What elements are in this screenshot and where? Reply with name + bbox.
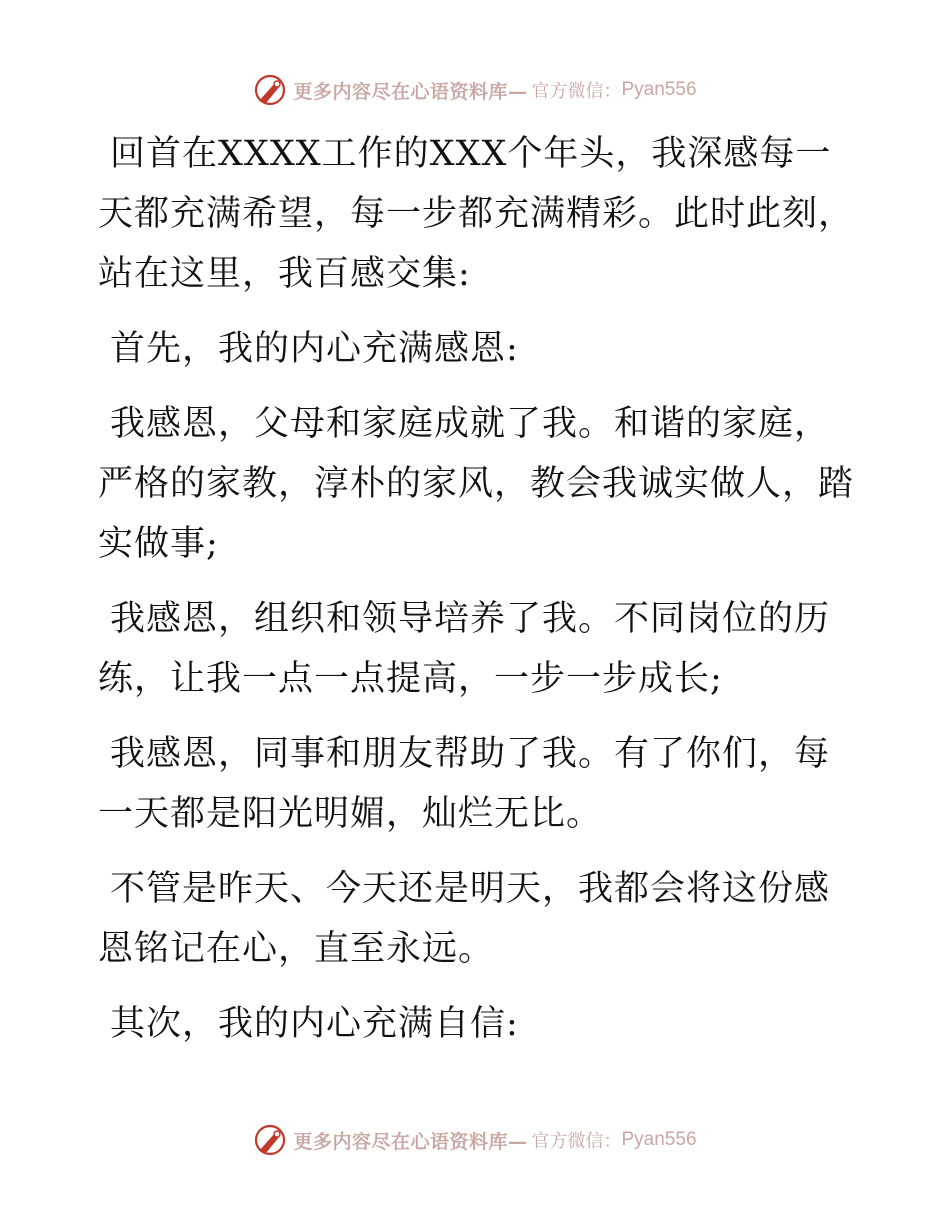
paragraph: 我感恩，父母和家庭成就了我。和谐的家庭，严格的家教，淳朴的家风，教会我诚实做人，踏实做事; [98, 404, 855, 564]
header-banner-text: 更多内容尽在心语资料库— [293, 80, 528, 103]
paragraph: 我感恩，同事和朋友帮助了我。有了你们，每一天都是阳光明媚，灿烂无比。 [98, 734, 831, 834]
paragraph: 不管是昨天、今天还是明天，我都会将这份感恩铭记在心，直至永远。 [98, 869, 831, 969]
paragraph: 其次，我的内心充满自信: [110, 1004, 519, 1044]
footer-watermark-banner [0, 1120, 950, 1160]
paragraph: 首先，我的内心充满感恩: [110, 329, 519, 369]
header-wechat-label: 官方微信： [531, 81, 622, 102]
header-watermark-banner [0, 70, 950, 110]
document-body [98, 124, 858, 1069]
footer-wechat-id: Pyan556 [621, 1129, 697, 1150]
paragraph: 回首在XXXX工作的XXX个年头，我深感每一天都充满希望，每一步都充满精彩。此时此刻，站在这里，我百感交集: [98, 134, 855, 294]
footer-wechat-label: 官方微信： [531, 1131, 622, 1152]
pen-logo-icon [253, 1123, 287, 1157]
footer-banner-text: 更多内容尽在心语资料库— [293, 1130, 528, 1153]
paragraph: 我感恩，组织和领导培养了我。不同岗位的历练，让我一点一点提高，一步一步成长; [98, 599, 831, 699]
pen-logo-icon [253, 73, 287, 107]
header-wechat-id: Pyan556 [621, 79, 697, 100]
